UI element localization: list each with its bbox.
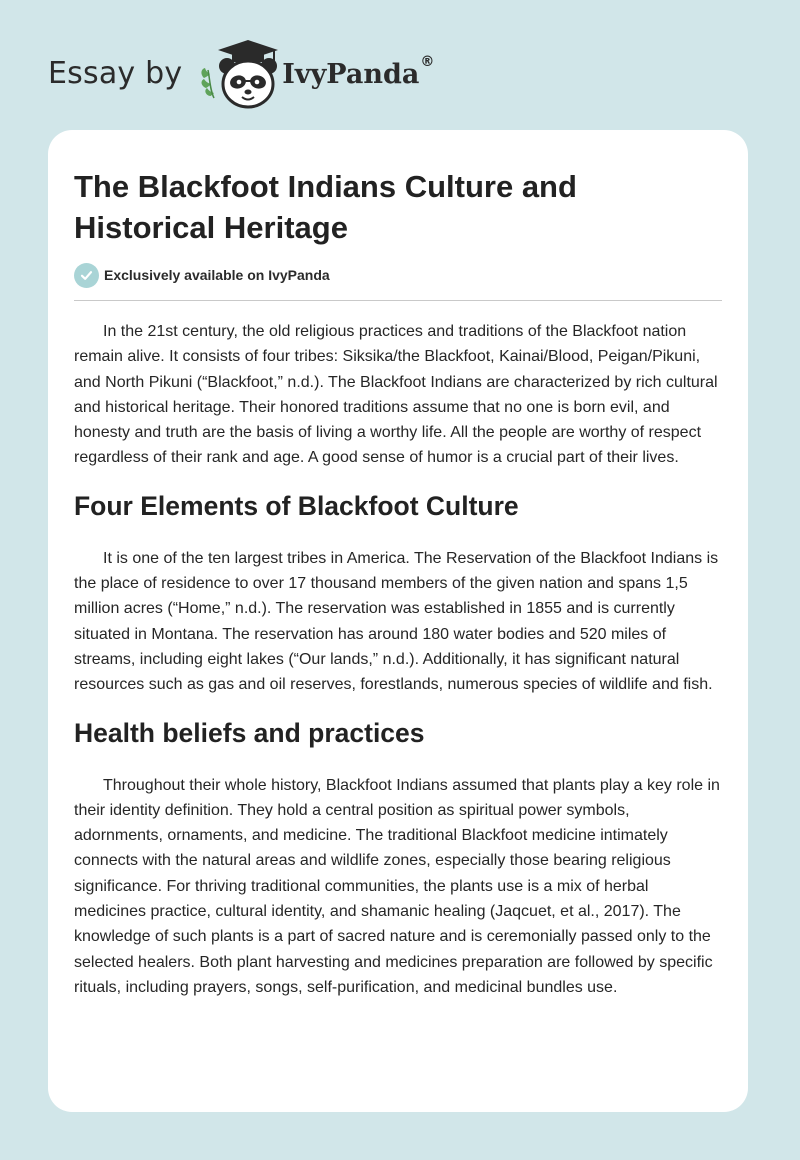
title-divider	[74, 300, 722, 301]
section-heading-culture: Four Elements of Blackfoot Culture	[74, 490, 519, 521]
check-icon	[74, 263, 99, 288]
essay-card	[48, 130, 748, 1112]
exclusive-label: Exclusively available on IvyPanda	[104, 267, 330, 283]
brand-prefix: Essay by	[48, 56, 183, 91]
checkmark-glyph	[80, 269, 93, 282]
brand-name-text: IvyPanda	[282, 58, 420, 90]
section-paragraph-health: Throughout their whole history, Blackfoot Indians assumed that plants play a key role in their identity definition. They hold a central position as spiritual power symbols, adornments, ornaments, and medicine. The traditional Blackfoot medicine intimately connects with the natural areas and wildlife zones, especially those bearing religious significance. For thriving traditional communities, the plants use is a mix of herbal medicines practice, cultural identity, and shamanic healing (Jaqcuet, et al., 2017). The knowledge of such plants is a part of sacred nature and is ceremonially passed only to the selected healers. Both plant harvesting and medicines preparation are followed by specific rituals, including prayers, songs, self-purification, and medicinal bundles use.	[74, 776, 720, 996]
essay-title: The Blackfoot Indians Culture and Historical Heritage	[74, 169, 577, 245]
brand-header	[48, 38, 434, 110]
section-paragraph-culture: It is one of the ten largest tribes in America. The Reservation of the Blackfoot Indians is the place of residence to over 17 thousand members of the given nation and spans 1,5 million acres (“Home,” n.d.). The reservation was established in 1855 and is currently situated in Montana. The reservation has around 180 water bodies and 520 miles of streams, including eight lakes (“Our lands,” n.d.). Additionally, it has significant natural resources such as gas and oil reserves, forestlands, numerous species of wildlife and fish.	[74, 549, 719, 694]
brand-name	[282, 53, 435, 90]
panda-graduate-icon	[196, 38, 284, 110]
intro-paragraph: In the 21st century, the old religious practices and traditions of the Blackfoot nation remain alive. It consists of four tribes: Siksika/the Blackfoot, Kainai/Blood, Peigan/Pikuni, and North Pikuni (“Blackfoot,” n.d.). The Blackfoot Indians are characterized by rich cultural and historical heritage. Their honored traditions assume that no one is born evil, and honesty and truth are the basis of living a worthy life. All the people are worthy of respect regardless of their rank and age. A good sense of humor is a crucial part of their lives.	[74, 323, 718, 467]
section-heading-health: Health beliefs and practices	[74, 717, 425, 748]
exclusive-badge-row	[74, 262, 722, 288]
registered-mark: ®	[420, 53, 435, 70]
